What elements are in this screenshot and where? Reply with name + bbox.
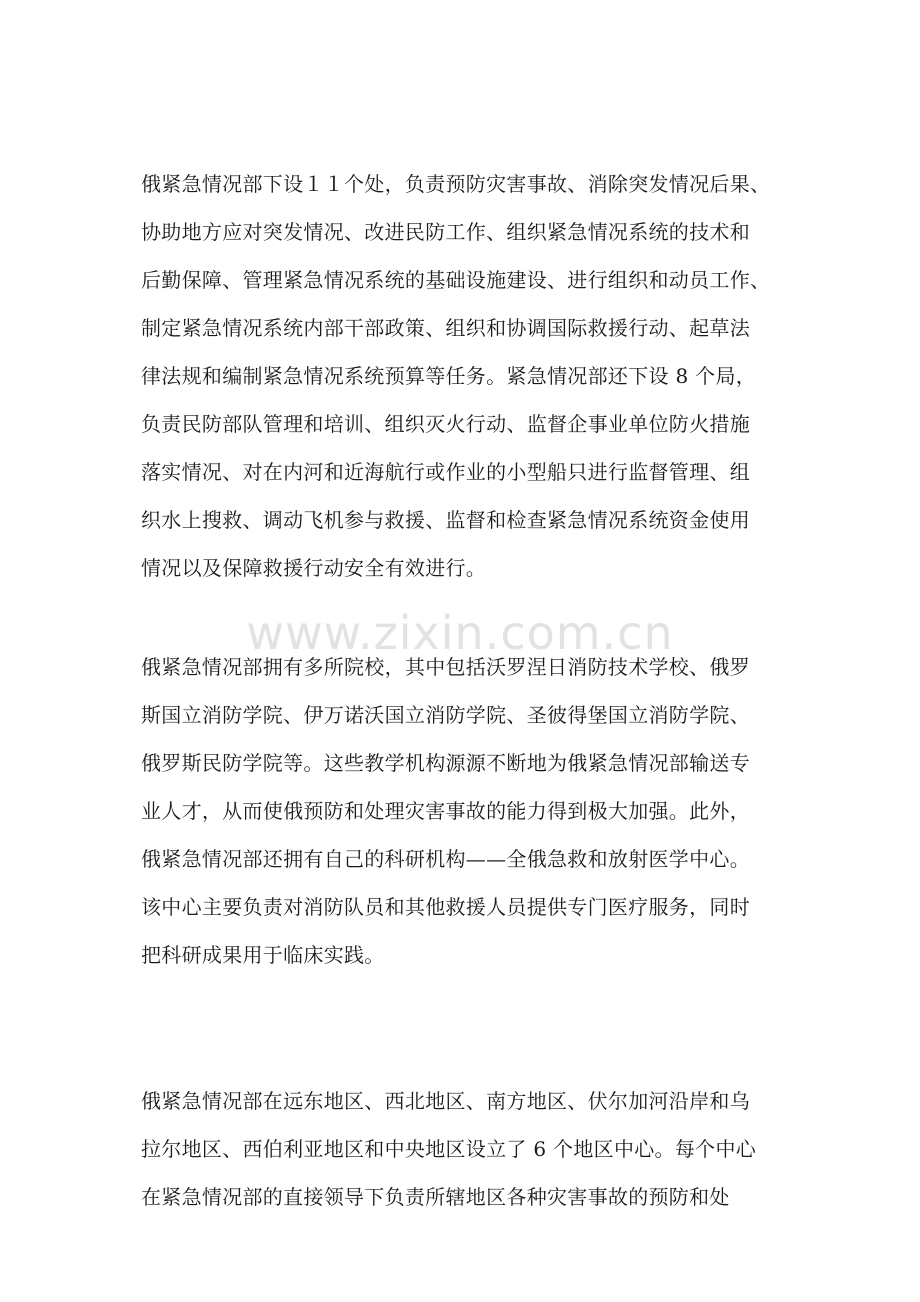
text-line: 斯国立消防学院、伊万诺沃国立消防学院、圣彼得堡国立消防学院、: [141, 703, 750, 727]
text-line: 俄紧急情况部下设１１个处，负责预防灾害事故、消除突发情况后果、: [141, 172, 771, 196]
text-line: 负责民防部队管理和培训、组织灭火行动、监督企事业单位防火措施: [141, 412, 750, 436]
text-line: 俄紧急情况部拥有多所院校，其中包括沃罗涅日消防技术学校、俄罗: [141, 655, 750, 679]
text-line: 俄紧急情况部还拥有自己的科研机构——全俄急救和放射医学中心。: [141, 847, 750, 871]
text-line: 制定紧急情况系统内部干部政策、组织和协调国际救援行动、起草法: [141, 316, 750, 340]
paragraph-1: [141, 160, 801, 592]
text-line: 业人才，从而使俄预防和处理灾害事故的能力得到极大加强。此外，: [141, 799, 750, 823]
text-line: 协助地方应对突发情况、改进民防工作、组织紧急情况系统的技术和: [141, 220, 750, 244]
text-line: 在紧急情况部的直接领导下负责所辖地区各种灾害事故的预防和处: [141, 1185, 730, 1209]
text-line: 俄紧急情况部在远东地区、西北地区、南方地区、伏尔加河沿岸和乌: [141, 1089, 750, 1113]
watermark: www.zixin.com.cn: [246, 606, 674, 660]
text-line: 该中心主要负责对消防队员和其他救援人员提供专门医疗服务，同时: [141, 895, 750, 919]
text-line: 织水上搜救、调动飞机参与救援、监督和检查紧急情况系统资金使用: [141, 508, 750, 532]
text-line: 律法规和编制紧急情况系统预算等任务。紧急情况部还下设 8 个局，: [141, 364, 757, 388]
text-line: 情况以及保障救援行动安全有效进行。: [141, 556, 487, 580]
paragraph-3: [141, 1077, 801, 1221]
text-line: 俄罗斯民防学院等。这些教学机构源源不断地为俄紧急情况部输送专: [141, 751, 750, 775]
text-line: 后勤保障、管理紧急情况系统的基础设施建设、进行组织和动员工作、: [141, 268, 771, 292]
text-line: 拉尔地区、西伯利亚地区和中央地区设立了 6 个地区中心。每个中心: [141, 1137, 757, 1161]
text-line: 把科研成果用于临床实践。: [141, 943, 385, 967]
text-line: 落实情况、对在内河和近海航行或作业的小型船只进行监督管理、组: [141, 460, 750, 484]
paragraph-2: [141, 643, 801, 979]
